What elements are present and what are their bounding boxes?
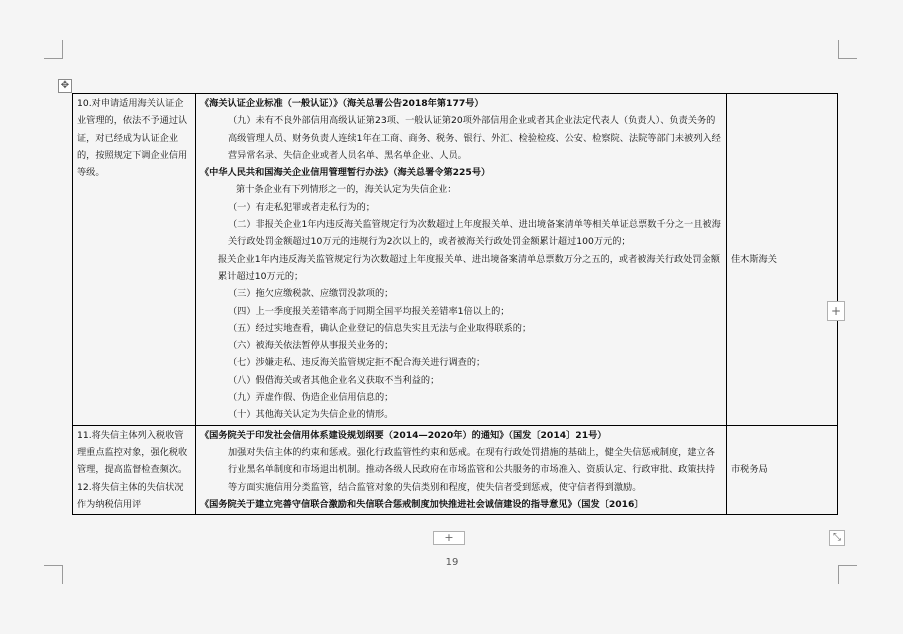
department-text: 市税务局 [731, 464, 768, 476]
table-row [73, 94, 838, 426]
insert-column-button[interactable]: + [827, 301, 845, 321]
table-resize-handle-icon[interactable]: ⤡ [829, 530, 845, 546]
crop-mark-top-left [44, 40, 63, 59]
crop-mark-top-right [838, 40, 857, 59]
basis-line: （八）假借海关或者其他企业名义获取不当利益的； [228, 374, 440, 386]
basis-line: 加强对失信主体的约束和惩戒。强化行政监管性约束和惩戒。在现有行政处罚措施的基础上，健全失信惩戒制度，建立各行业黑名单制度和市场退出机制。推动各级人民政府在市场监管和公共服务的市场准入、资质认定、行政审批、政策扶持等方面实施信用分类监管，结合监管对象的失信类别和程度，使失信者受到惩戒，使守信者得到激励。 [228, 446, 715, 493]
department-text: 佳木斯海关 [731, 253, 777, 265]
measure-cell[interactable] [73, 425, 196, 514]
basis-line: 《海关认证企业标准（一般认证）》（海关总署公告2018年第177号） [200, 98, 484, 109]
basis-line: （三）拖欠应缴税款、应缴罚没款项的； [228, 288, 394, 300]
basis-line: （九）未有不良外部信用高级认证第23项、一般认证第20项外部信用企业或者其企业法定代表人（负责人）、负责关务的高级管理人员、财务负责人连续1年在工商、商务、税务、银行、外汇、检验检疫、公安、检察院、法院等部门未被列入经营异常名录、失信企业或者人员名单、黑名单企业、人员。 [228, 115, 721, 161]
basis-cell[interactable] [196, 425, 727, 514]
basis-line: （十）其他海关认定为失信企业的情形。 [228, 409, 394, 421]
basis-line: （九）弄虚作假、伪造企业信用信息的； [228, 392, 394, 404]
basis-line: 《国务院关于印发社会信用体系建设规划纲要（2014—2020年）的通知》（国发〔2014〕21号） [200, 429, 607, 441]
basis-line: 第十条企业有下列情形之一的，海关认定为失信企业： [236, 184, 457, 196]
table-row [73, 425, 838, 514]
document-table [72, 93, 838, 515]
basis-line: （一）有走私犯罪或者走私行为的； [228, 201, 375, 213]
crop-mark-bottom-left [44, 565, 63, 584]
basis-line: （四）上一季度报关差错率高于同期全国平均报关差错率1倍以上的； [228, 305, 510, 317]
measure-text: 11.将失信主体列入税收管理重点监控对象，强化税收管理，提高监督检查频次。 [77, 429, 188, 476]
basis-line: （六）被海关依法暂停从事报关业务的； [228, 340, 394, 352]
crop-mark-bottom-right [838, 565, 857, 584]
basis-line: （五）经过实地查看，确认企业登记的信息失实且无法与企业取得联系的； [228, 322, 532, 334]
measure-text: 10.对申请适用海关认证企业管理的，依法不予通过认证，对已经成为认证企业的，按照规定下调企业信用等级。 [77, 98, 188, 179]
basis-line: （七）涉嫌走私、违反海关监管规定拒不配合海关进行调查的； [228, 357, 486, 369]
measure-cell[interactable] [73, 94, 196, 426]
basis-line: 《国务院关于建立完善守信联合激励和失信联合惩戒制度加快推进社会诚信建设的指导意见》（国发〔2016〕 [200, 498, 644, 510]
department-cell[interactable] [727, 94, 838, 426]
basis-line: （二）非报关企业1年内违反海关监管规定行为次数超过上年度报关单、进出境备案清单等相关单证总票数千分之一且被海关行政处罚金额超过10万元的违规行为2次以上的，或者被海关行政处罚金额累计超过100万元的； [228, 219, 721, 248]
basis-line: 《中华人民共和国海关企业信用管理暂行办法》（海关总署令第225号） [200, 167, 491, 179]
measure-text: 12.将失信主体的失信状况作为纳税信用评 [77, 481, 184, 510]
basis-line: 报关企业1年内违反海关监管规定行为次数超过上年度报关单、进出境备案清单总票数万分之五的，或者被海关行政处罚金额累计超过10万元的； [218, 253, 720, 282]
page-number: 19 [445, 557, 459, 568]
add-row-button[interactable]: + [433, 531, 465, 545]
department-cell[interactable] [727, 425, 838, 514]
basis-cell[interactable] [196, 94, 727, 426]
table-move-handle-icon[interactable]: ✥ [58, 79, 72, 93]
